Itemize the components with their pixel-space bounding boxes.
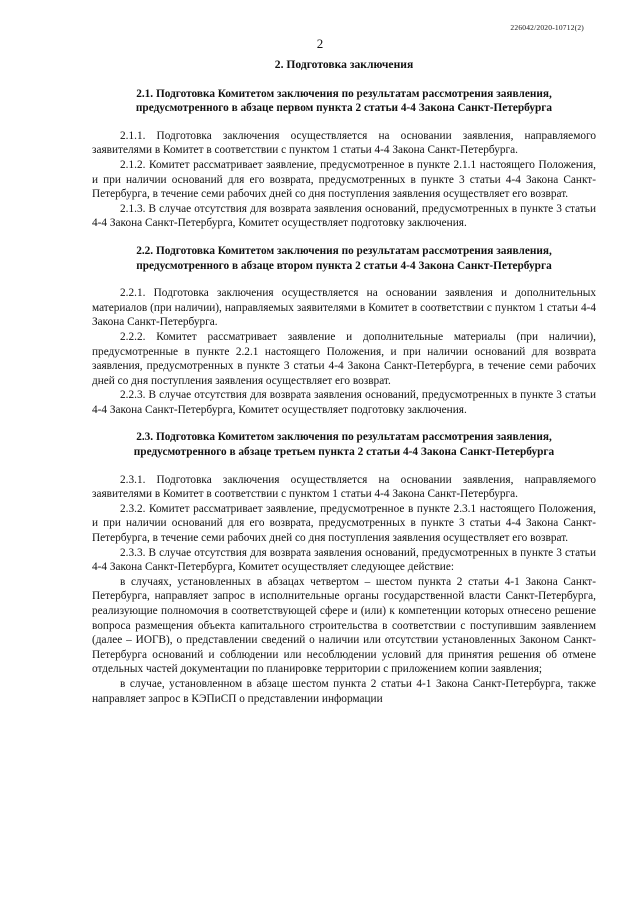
subsection-2-2 (92, 244, 596, 418)
paragraph: 2.2.1. Подготовка заключения осуществляется на основании заявления и дополнительных материалов (при наличии), направляемых заявителями в Комитет в соответствии с пунктом 1 статьи 4-4 Закона Санкт-Петербурга. (92, 287, 596, 329)
paragraph: 2.1.1. Подготовка заключения осуществляется на основании заявления, направляемого заявителями в Комитет в соответствии с пунктом 1 статьи 4-4 Закона Санкт-Петербурга. (92, 129, 596, 157)
subsection-title: 2.3. Подготовка Комитетом заключения по результатам рассмотрения заявления, предусмотренного в абзаце третьем пункта 2 статьи 4-4 Закона Санкт-Петербурга (133, 431, 555, 459)
paragraph: 2.2.3. В случае отсутствия для возврата заявления оснований, предусмотренных в пункте 3 статьи 4-4 Закона Санкт-Петербурга, Комитет осуществляет подготовку заключения. (92, 389, 596, 416)
paragraph: в случаях, установленных в абзацах четвертом – шестом пункта 2 статьи 4-1 Закона Санкт-Петербурга, направляет запрос в исполнительные органы государственной власти Санкт-Петербурга, реализующие полномочия в соответствующей сфере и (или) к компетенции которых отнесено решение вопроса размещения объекта капитального строительства в соответствии с поступившим заявлением (далее – ИОГВ), о представлении сведений о наличии или отсутствии установленных Законом Санкт-Петербурга оснований и соблюдении или несоблюдении условий для принятия решения об отмене отдельных частей документации по планировке территории с приложением копии заявления; (92, 575, 596, 676)
document-id: 226042/2020-10712(2) (510, 23, 584, 32)
subsection-title: 2.2. Подготовка Комитетом заключения по результатам рассмотрения заявления, предусмотренного в абзаце втором пункта 2 статьи 4-4 Закона Санкт-Петербурга (136, 244, 552, 272)
subsection-title: 2.1. Подготовка Комитетом заключения по результатам рассмотрения заявления, предусмотренного в абзаце первом пункта 2 статьи 4-4 Закона Санкт-Петербурга (135, 87, 553, 115)
subsection-2-3 (92, 430, 596, 706)
paragraph: 2.3.3. В случае отсутствия для возврата заявления оснований, предусмотренных в пункте 3 статьи 4-4 Закона Санкт-Петербурга, Комитет осуществляет следующее действие: (92, 546, 596, 574)
document-body (92, 58, 596, 719)
page-number: 2 (316, 36, 324, 51)
paragraph: 2.2.2. Комитет рассматривает заявление и дополнительные материалы (при наличии), предусмотренные в пункте 2.2.1 настоящего Положения, и при наличии оснований для возврата заявления, предусмотренных в пункте 3 статьи 4-4 Закона Санкт-Петербурга, в течение семи рабочих дней со дня поступления заявления осуществляет его возврат. (92, 330, 596, 387)
paragraph: 2.3.1. Подготовка заключения осуществляется на основании заявления, направляемого заявителями в Комитет в соответствии с пунктом 1 статьи 4-4 Закона Санкт-Петербурга. (92, 473, 596, 501)
paragraph: 2.1.2. Комитет рассматривает заявление, предусмотренное в пункте 2.1.1 настоящего Положения, и при наличии оснований для его возврата, предусмотренных в пункте 3 статьи 4-4 Закона Санкт-Петербурга, в течение семи рабочих дней со дня поступления заявления осуществляет его возврат. (92, 158, 596, 201)
paragraph: в случае, установленном в абзаце шестом пункта 2 статьи 4-1 Закона Санкт-Петербурга, также направляет запрос в КЭПиСП о представлении информации (92, 677, 596, 705)
subsection-2-1 (92, 87, 596, 231)
paragraph: 2.1.3. В случае отсутствия для возврата заявления оснований, предусмотренных в пункте 3 статьи 4-4 Закона Санкт-Петербурга, Комитет осуществляет подготовку заключения. (92, 202, 596, 230)
paragraph: 2.3.2. Комитет рассматривает заявление, предусмотренное в пункте 2.3.1 настоящего Положения, и при наличии оснований для его возврата, предусмотренных в пункте 3 статьи 4-4 Закона Санкт-Петербурга, в течение семи рабочих дней со дня поступления заявления осуществляет его возврат. (92, 502, 596, 545)
section-title: 2. Подготовка заключения (274, 58, 414, 71)
